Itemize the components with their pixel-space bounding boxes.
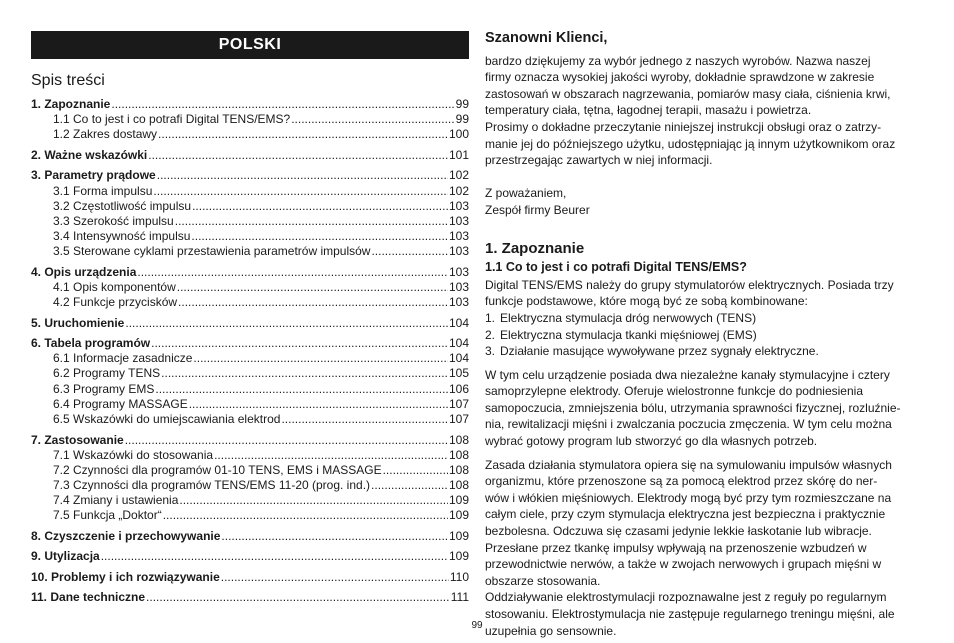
toc-entry xyxy=(31,280,469,295)
toc-entry-page: 108 xyxy=(448,432,469,447)
toc-entry-page: 109 xyxy=(448,528,469,543)
toc-leader-dots xyxy=(281,412,448,427)
language-banner: POLSKI xyxy=(31,31,469,59)
toc-entry xyxy=(31,412,469,427)
toc-entry-label: 7.3 Czynności dla programów TENS/EMS 11-20 (prog. ind.) xyxy=(53,478,371,493)
list-item xyxy=(485,310,925,327)
left-column xyxy=(31,31,469,606)
toc-title: Spis treści xyxy=(31,72,105,89)
toc-entry xyxy=(31,397,469,412)
toc-entry-label: 3.5 Sterowane cyklami przestawienia parametrów impulsów xyxy=(53,244,371,259)
toc-entry xyxy=(31,351,469,366)
toc-leader-dots xyxy=(371,478,448,493)
subsection-heading: 1.1 Co to jest i co potrafi Digital TENS/EMS? xyxy=(485,260,747,275)
greeting-heading: Szanowni Klienci, xyxy=(485,30,608,46)
toc-entry-page: 103 xyxy=(448,229,469,244)
toc-leader-dots xyxy=(163,508,448,523)
list-item-number: 2. xyxy=(485,327,496,342)
function-list xyxy=(485,310,925,360)
list-item xyxy=(485,327,925,344)
toc-entry-page: 110 xyxy=(449,569,469,584)
toc-leader-dots xyxy=(161,366,448,381)
toc-entry-page: 109 xyxy=(448,493,469,508)
closing-line: Z poważaniem, xyxy=(485,186,567,201)
toc-entry-page: 108 xyxy=(448,478,469,493)
toc-leader-dots xyxy=(214,448,448,463)
right-column xyxy=(485,30,925,639)
toc-leader-dots xyxy=(189,397,448,412)
toc-leader-dots xyxy=(178,295,448,310)
toc-entry-page: 111 xyxy=(450,590,469,605)
toc-entry xyxy=(31,229,469,244)
text-line: funkcje podstawowe, które mogą być ze sobą kombinowane: xyxy=(485,294,808,309)
toc-entry xyxy=(31,127,469,142)
text-line: samoprzylepne elektrody. Oferuje wielostronne funkcje do podniesienia xyxy=(485,384,863,399)
toc-leader-dots xyxy=(151,336,448,351)
intro-paragraph xyxy=(485,53,925,169)
toc-leader-dots xyxy=(157,168,448,183)
toc-leader-dots xyxy=(291,112,454,127)
toc-entry-page: 104 xyxy=(448,351,469,366)
toc-entry-label: 7. Zastosowanie xyxy=(31,432,124,447)
toc-entry-label: 1.2 Zakres dostawy xyxy=(53,127,158,142)
toc-entry-page: 100 xyxy=(448,127,469,142)
text-line: Zasada działania stymulatora opiera się na symulowaniu impulsów własnych xyxy=(485,457,892,472)
toc-entry-label: 6.1 Informacje zasadnicze xyxy=(53,351,193,366)
toc-entry-page: 103 xyxy=(448,264,469,279)
toc-entry-label: 9. Utylizacja xyxy=(31,549,100,564)
text-line: manie jej do późniejszego użytku, udostępniając ją innym użytkownikom oraz xyxy=(485,136,896,151)
list-item-number: 1. xyxy=(485,310,496,325)
list-item-text: Elektryczna stymulacja dróg nerwowych (TENS) xyxy=(500,310,757,325)
toc-entry xyxy=(31,316,469,331)
toc-entry-page: 103 xyxy=(448,295,469,310)
toc-entry-label: 6.2 Programy TENS xyxy=(53,366,161,381)
text-line: temperatury ciała, tętna, łagodnej terapii, masażu i powietrza. xyxy=(485,103,812,118)
toc-entry xyxy=(31,382,469,397)
toc-entry xyxy=(31,448,469,463)
toc-entry-page: 104 xyxy=(448,315,469,330)
toc-entry xyxy=(31,478,469,493)
toc-leader-dots xyxy=(111,97,454,112)
toc-leader-dots xyxy=(193,351,448,366)
toc-entry xyxy=(31,529,469,544)
toc-leader-dots xyxy=(177,280,448,295)
text-line: uzupełnia go sensownie. xyxy=(485,623,617,638)
toc-entry xyxy=(31,244,469,259)
toc-leader-dots xyxy=(101,549,448,564)
toc-entry-page: 108 xyxy=(448,447,469,462)
text-line: przewodnictwie nerwów, a także w zwojach nerwowych i grupach mięśni w xyxy=(485,557,882,572)
toc-entry xyxy=(31,168,469,183)
list-item xyxy=(485,343,925,360)
toc-leader-dots xyxy=(148,148,448,163)
toc-entry-label: 3.1 Forma impulsu xyxy=(53,183,153,198)
toc-entry-label: 11. Dane techniczne xyxy=(31,590,146,605)
toc-entry xyxy=(31,366,469,381)
toc-leader-dots xyxy=(179,493,448,508)
toc-entry-label: 8. Czyszczenie i przechowywanie xyxy=(31,528,221,543)
toc-entry xyxy=(31,265,469,280)
toc-entry-label: 7.4 Zmiany i ustawienia xyxy=(53,493,179,508)
toc-entry-label: 1. Zapoznanie xyxy=(31,97,111,111)
toc-leader-dots xyxy=(221,570,449,585)
toc-entry-label: 3. Parametry prądowe xyxy=(31,168,156,183)
toc-entry-page: 109 xyxy=(448,508,469,523)
toc-leader-dots xyxy=(191,229,448,244)
toc-leader-dots xyxy=(137,265,448,280)
text-line: Prosimy o dokładne przeczytanie niniejszej instrukcji obsługi oraz o zatrzy- xyxy=(485,119,882,134)
toc-entry-page: 103 xyxy=(448,244,469,259)
toc-leader-dots xyxy=(175,214,448,229)
toc-leader-dots xyxy=(221,529,448,544)
toc-entry-label: 7.5 Funkcja „Doktor“ xyxy=(53,508,162,523)
toc-entry xyxy=(31,214,469,229)
toc-entry-label: 3.4 Intensywność impulsu xyxy=(53,229,191,244)
toc-entry-page: 101 xyxy=(448,147,469,162)
toc-entry xyxy=(31,493,469,508)
toc-leader-dots xyxy=(158,127,448,142)
toc-entry-page: 107 xyxy=(448,412,469,427)
toc-entry-label: 6.3 Programy EMS xyxy=(53,381,155,396)
text-line: stosowaniu. Elektrostymulacja nie zastępuje regularnego treningu mięśni, ale xyxy=(485,607,895,621)
list-item-number: 3. xyxy=(485,344,496,359)
toc-entry-page: 99 xyxy=(455,112,469,127)
text-line: zastosowań w obszarach nagrzewania, pomiarów masy ciała, ciśnienia krwi, xyxy=(485,86,891,101)
text-line: firmy oznacza wysokiej jakości wyroby, dokładnie sprawdzone w zakresie xyxy=(485,70,875,85)
toc-entry-label: 6.5 Wskazówki do umiejscawiania elektrod xyxy=(53,412,281,427)
toc-leader-dots xyxy=(383,463,448,478)
toc-entry-label: 3.3 Szerokość impulsu xyxy=(53,213,174,228)
text-line: samopoczucia, zmniejszenia bólu, utrzymania sprawności fizycznej, rozluźnie- xyxy=(485,400,901,415)
list-item-text: Działanie masujące wywoływane przez sygnały elektryczne. xyxy=(500,344,819,359)
toc-entry-page: 107 xyxy=(448,396,469,411)
toc-entry xyxy=(31,97,469,112)
text-line: W tym celu urządzenie posiada dwa niezależne kanały stymulacyjne i cztery xyxy=(485,367,890,382)
toc-leader-dots xyxy=(125,433,448,448)
toc-entry xyxy=(31,433,469,448)
toc-entry xyxy=(31,112,469,127)
table-of-contents xyxy=(31,97,469,606)
toc-entry xyxy=(31,508,469,523)
toc-leader-dots xyxy=(125,316,448,331)
text-line: obszarze stosowania. xyxy=(485,573,601,588)
toc-entry xyxy=(31,549,469,564)
toc-entry xyxy=(31,590,469,605)
toc-entry xyxy=(31,336,469,351)
section-heading: 1. Zapoznanie xyxy=(485,239,585,257)
list-item-text: Elektryczna stymulacja tkanki mięśniowej (EMS) xyxy=(500,327,757,342)
paragraph-2 xyxy=(485,367,925,450)
toc-entry-page: 103 xyxy=(448,279,469,294)
text-line: organizmu, które przenoszone są za pomocą elektrod przez skórę do ner- xyxy=(485,474,878,489)
toc-entry-label: 4.2 Funkcje przycisków xyxy=(53,295,178,310)
text-line: całym ciele, przy czym stymulacja elektryczna jest bezpieczna i praktycznie xyxy=(485,507,886,522)
toc-entry-label: 6. Tabela programów xyxy=(31,336,151,351)
toc-entry-label: 4. Opis urządzenia xyxy=(31,264,137,279)
toc-leader-dots xyxy=(371,244,448,259)
toc-entry xyxy=(31,463,469,478)
toc-entry xyxy=(31,295,469,310)
toc-entry xyxy=(31,148,469,163)
toc-entry-page: 104 xyxy=(448,336,469,351)
toc-entry-label: 2. Ważne wskazówki xyxy=(31,147,148,162)
toc-entry-page: 102 xyxy=(448,168,469,183)
paragraph-3 xyxy=(485,457,925,640)
page-number: 99 xyxy=(471,620,483,631)
text-line: Przesłane przez tkankę impulsy wpływają na przenoszenie wzbudzeń w xyxy=(485,540,867,555)
toc-entry-label: 5. Uruchomienie xyxy=(31,315,125,330)
text-line: wybrać gotowy program lub stworzyć go dla własnych potrzeb. xyxy=(485,434,818,449)
text-line: przestrzegając zawartych w niej informacji. xyxy=(485,153,713,168)
toc-entry-page: 102 xyxy=(448,183,469,198)
toc-entry-page: 106 xyxy=(448,381,469,396)
toc-entry-page: 108 xyxy=(448,462,469,477)
text-line: wów i włókien mięśniowych. Elektrody mogą być przy tym rozmieszczane na xyxy=(485,490,892,505)
paragraph-1 xyxy=(485,277,925,310)
toc-entry-page: 99 xyxy=(455,97,469,111)
toc-entry xyxy=(31,570,469,585)
text-line: bardzo dziękujemy za wybór jednego z naszych wyrobów. Nazwa naszej xyxy=(485,53,871,68)
toc-entry xyxy=(31,184,469,199)
toc-leader-dots xyxy=(146,590,450,605)
toc-entry-label: 7.2 Czynności dla programów 01-10 TENS, EMS i MASSAGE xyxy=(53,462,382,477)
toc-entry-label: 4.1 Opis komponentów xyxy=(53,279,176,294)
toc-leader-dots xyxy=(192,199,448,214)
toc-entry-label: 10. Problemy i ich rozwiązywanie xyxy=(31,569,220,584)
text-line: Digital TENS/EMS należy do grupy stymulatorów elektrycznych. Posiada trzy xyxy=(485,277,894,292)
text-line: bezbolesna. Odczuwa się czasami jedynie lekkie łaskotanie lub wibracje. xyxy=(485,524,872,539)
toc-entry xyxy=(31,199,469,214)
signature-line: Zespół firmy Beurer xyxy=(485,202,590,217)
toc-entry-label: 6.4 Programy MASSAGE xyxy=(53,396,188,411)
toc-entry-page: 103 xyxy=(448,198,469,213)
toc-entry-label: 1.1 Co to jest i co potrafi Digital TENS/EMS? xyxy=(53,112,291,127)
toc-entry-page: 105 xyxy=(448,366,469,381)
toc-entry-page: 109 xyxy=(448,549,469,564)
toc-entry-label: 7.1 Wskazówki do stosowania xyxy=(53,447,214,462)
text-line: nia, rewitalizacji mięśni i zwalczania poczucia zmęczenia. W tym celu można xyxy=(485,417,892,432)
toc-entry-page: 103 xyxy=(448,213,469,228)
toc-entry-label: 3.2 Częstotliwość impulsu xyxy=(53,198,192,213)
toc-leader-dots xyxy=(155,382,448,397)
text-line: Oddziaływanie elektrostymulacji rozpoznawalne jest z reguły po regularnym xyxy=(485,590,887,605)
toc-leader-dots xyxy=(153,184,448,199)
